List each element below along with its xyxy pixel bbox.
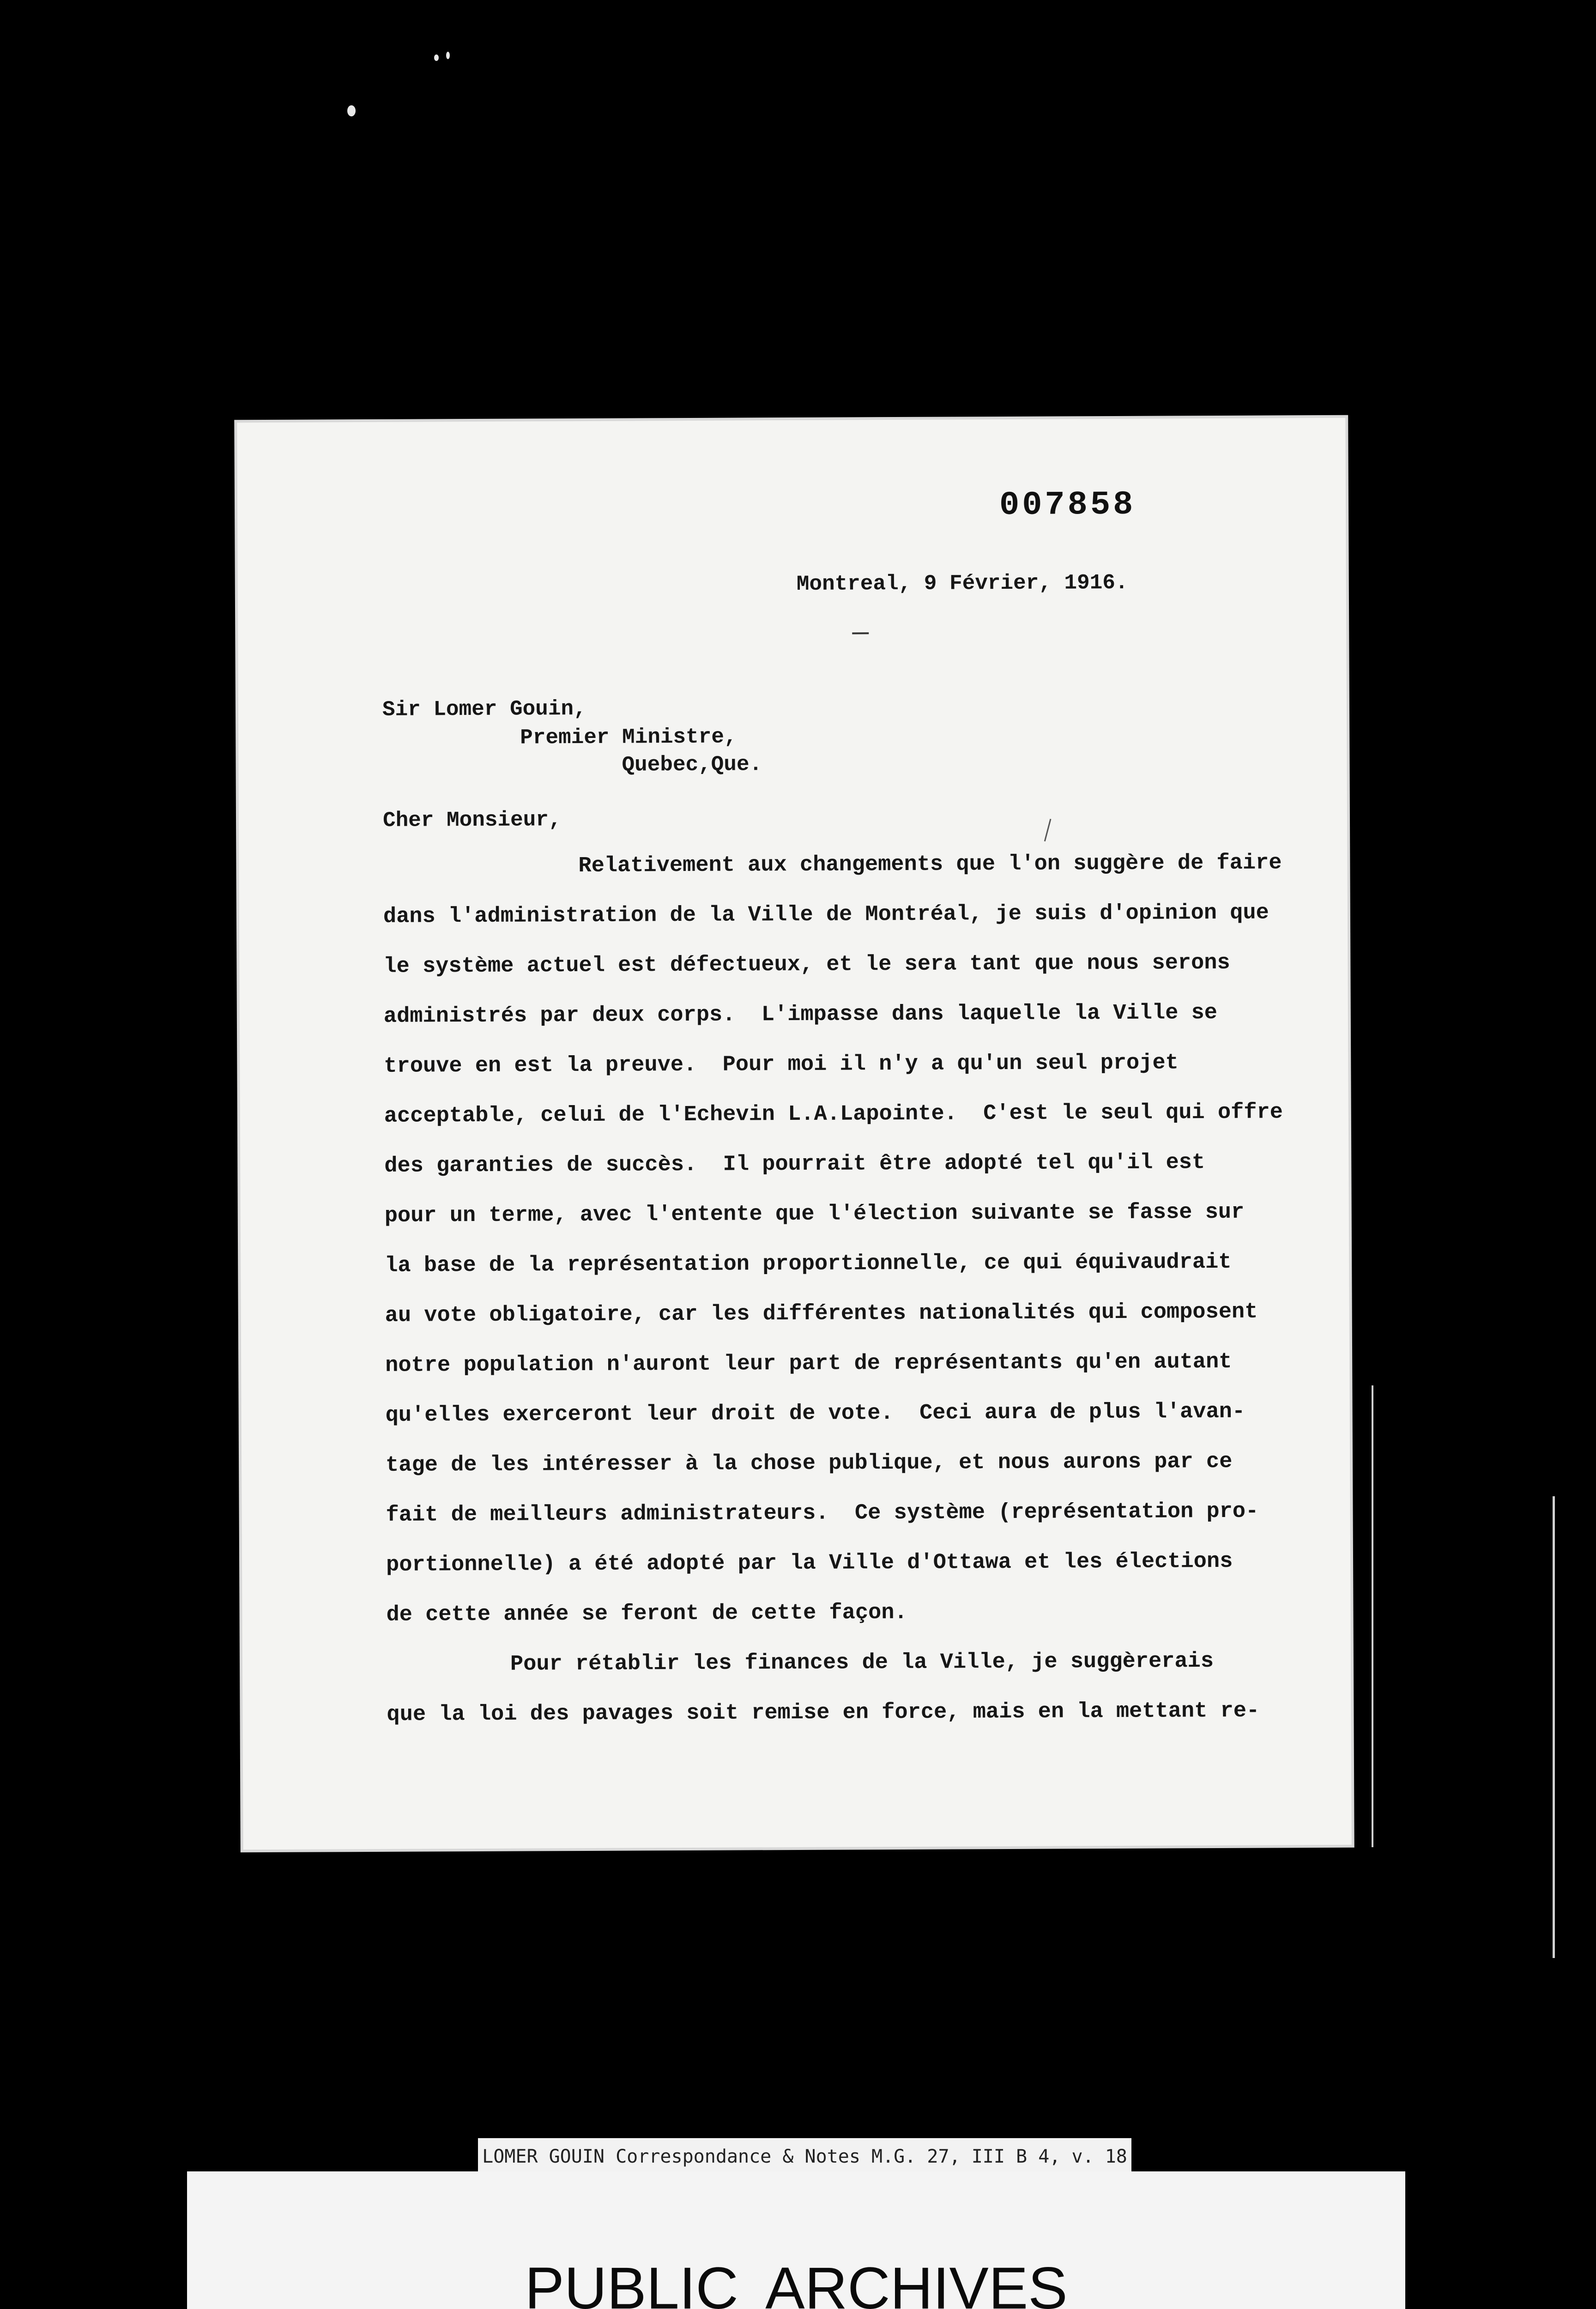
body-line: notre population n'auront leur part de représentants qu'en autant — [385, 1349, 1232, 1378]
recipient-city: Quebec,Que. — [622, 752, 762, 777]
body-line: Relativement aux changements que l'on suggère de faire — [578, 851, 1282, 879]
film-speck — [434, 54, 439, 61]
body-line: Pour rétablir les finances de la Ville, je suggèrerais — [510, 1649, 1214, 1677]
recipient-title: Premier Ministre, — [520, 725, 737, 750]
body-line: la base de la représentation proportionnelle, ce qui équivaudrait — [385, 1250, 1232, 1278]
film-edge-line — [1372, 1385, 1373, 1847]
body-line: au vote obligatoire, car les différentes nationalités qui composent — [385, 1300, 1258, 1328]
body-line: qu'elles exerceront leur droit de vote. Ceci aura de plus l'avan- — [385, 1399, 1245, 1428]
film-edge-line — [1553, 1496, 1555, 1958]
body-line: fait de meilleurs administrateurs. Ce système (représentation pro- — [386, 1499, 1259, 1528]
salutation: Cher Monsieur, — [382, 808, 562, 833]
place-date: Montreal, 9 Février, 1916. — [796, 570, 1128, 596]
body-line: portionnelle) a été adopté par la Ville d'Ottawa et les élections — [386, 1549, 1233, 1578]
body-line: que la loi des pavages soit remise en force, mais en la mettant re- — [387, 1699, 1260, 1727]
body-line: des garanties de succès. Il pourrait être adopté tel qu'il est — [384, 1150, 1205, 1179]
archives-label-line-english: PUBLIC ARCHIVES — [525, 2255, 1068, 2309]
body-line: administrés par deux corps. L'impasse dans laquelle la Ville se — [383, 1001, 1218, 1029]
body-line: tage de les intéresser à la chose publique, et nous aurons par ce — [386, 1449, 1233, 1478]
body-line: pour un terme, avec l'entente que l'élection suivante se fasse sur — [384, 1200, 1245, 1228]
body-line: trouve en est la preuve. Pour moi il n'y a qu'un seul projet — [384, 1051, 1179, 1079]
recipient-name: Sir Lomer Gouin, — [382, 696, 586, 722]
body-line: de cette année se feront de cette façon. — [386, 1600, 907, 1627]
archives-label — [187, 2171, 1405, 2309]
pen-mark — [852, 632, 869, 634]
archive-reference: LOMER GOUIN Correspondance & Notes M.G. 27, III B 4, v. 18 — [478, 2138, 1131, 2175]
body-line: dans l'administration de la Ville de Montréal, je suis d'opinion que — [383, 901, 1269, 929]
body-line: le système actuel est défectueux, et le sera tant que nous serons — [383, 950, 1230, 979]
film-speck — [446, 52, 450, 59]
pen-mark — [1044, 819, 1052, 841]
body-line: acceptable, celui de l'Echevin L.A.Lapointe. C'est le seul qui offre — [384, 1100, 1283, 1129]
letter-page — [237, 418, 1351, 1850]
document-number: 007858 — [999, 485, 1136, 525]
film-speck — [347, 105, 356, 116]
